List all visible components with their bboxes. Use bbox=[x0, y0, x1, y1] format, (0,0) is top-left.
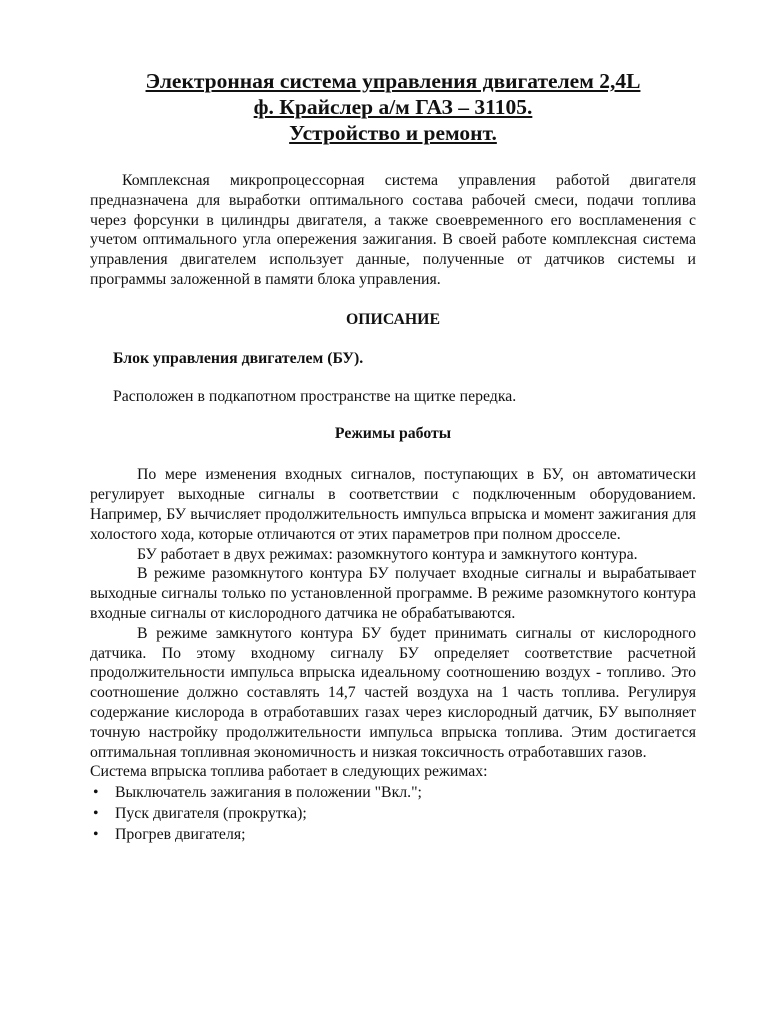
modes-heading: Режимы работы bbox=[334, 425, 452, 443]
modes-list bbox=[90, 782, 696, 845]
list-item-text: Прогрев двигателя; bbox=[115, 826, 246, 844]
list-item bbox=[90, 824, 696, 845]
list-item bbox=[90, 803, 696, 824]
paragraph-open-loop: В режиме разомкнутого контура БУ получает входные сигналы и вырабатывает выходные сигналы только по установленной программе. В режиме разомкнутого контура входные сигналы от кислородного датчика не обрабатываются. bbox=[90, 565, 696, 622]
ecu-location-text: Расположен в подкапотном пространстве на щитке передка. bbox=[113, 387, 517, 405]
bullet-icon: • bbox=[93, 784, 99, 802]
bullet-icon: • bbox=[93, 826, 99, 844]
document-page bbox=[90, 68, 696, 845]
bullet-icon: • bbox=[93, 805, 99, 823]
title-line-2: ф. Крайслер а/м ГАЗ – 31105. bbox=[253, 95, 533, 119]
paragraph-input-signals: По мере изменения входных сигналов, поступающих в БУ, он автоматически регулирует выходные сигналы в соответствии с подключенным оборудованием. Например, БУ вычисляет продолжительность импульса впрыска и момент зажигания для холостого хода, которые отличаются от этих параметров при полном дросселе. bbox=[90, 466, 696, 543]
paragraph-two-modes: БУ работает в двух режимах: разомкнутого контура и замкнутого контура. bbox=[137, 545, 638, 563]
modes-intro: Система впрыска топлива работает в следующих режимах: bbox=[90, 763, 488, 781]
document-title bbox=[90, 68, 696, 146]
list-item-text: Выключатель зажигания в положении "Вкл."; bbox=[115, 784, 422, 802]
title-line-3: Устройство и ремонт. bbox=[289, 121, 497, 145]
description-heading: ОПИСАНИЕ bbox=[345, 310, 440, 328]
list-item-text: Пуск двигателя (прокрутка); bbox=[115, 805, 307, 823]
list-item bbox=[90, 782, 696, 803]
ecu-heading: Блок управления двигателем (БУ). bbox=[113, 349, 364, 367]
title-line-1: Электронная система управления двигателем 2,4L bbox=[145, 69, 641, 93]
paragraph-closed-loop: В режиме замкнутого контура БУ будет принимать сигналы от кислородного датчика. По этому входному сигналу БУ определяет соответствие расчетной продолжительности импульса впрыска идеальному соотношению воздух - топливо. Это соотношение должно составлять 14,7 частей воздуха на 1 часть топлива. Регулируя содержание кислорода в отработавших газах через кислородный датчик, БУ выполняет точную настройку продолжительности импульса впрыска топлива. Этим достигается оптимальная топливная экономичность и низкая токсичность отработавших газов. bbox=[90, 624, 696, 761]
intro-paragraph: Комплексная микропроцессорная система управления работой двигателя предназначена для выработки оптимального состава рабочей смеси, подачи топлива через форсунки в цилиндры двигателя, а также своевременного его воспламенения с учетом оптимального угла опережения зажигания. В своей работе комплексная система управления двигателем использует данные, полученные от датчиков системы и программы заложенной в памяти блока управления. bbox=[90, 172, 696, 288]
